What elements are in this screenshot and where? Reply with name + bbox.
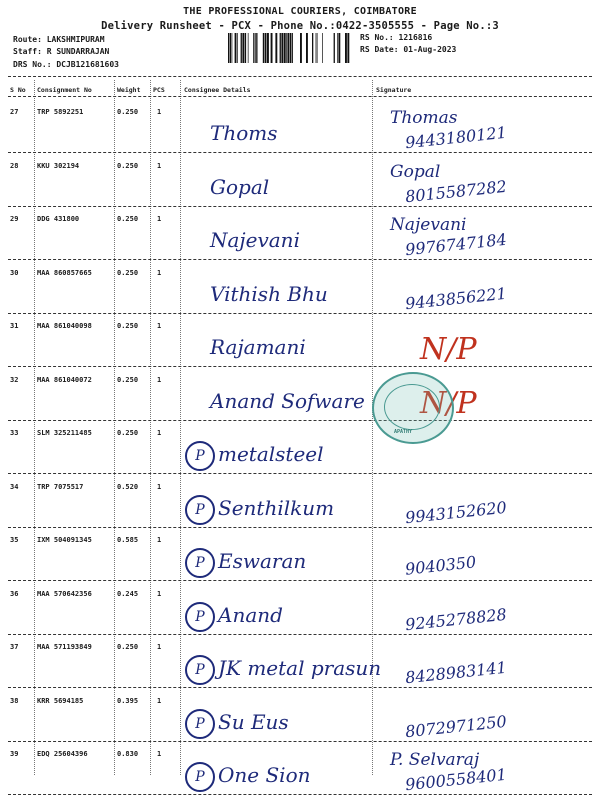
barcode-bar [347, 33, 349, 63]
row-divider [8, 366, 592, 367]
row-weight: 0.585 [117, 536, 139, 544]
row-consignment-no: DDG 431800 [37, 215, 80, 223]
row-divider [8, 152, 592, 153]
col-header-sno: S No [10, 86, 26, 94]
row-divider [8, 259, 592, 260]
row-weight: 0.250 [117, 429, 139, 437]
row-sno: 31 [10, 322, 19, 330]
row-signature-handwritten: Thomas [390, 108, 458, 128]
barcode-bar [345, 33, 347, 63]
row-consignment-no: MAA 860857665 [37, 269, 92, 277]
row-weight: 0.250 [117, 322, 139, 330]
barcode-bar [334, 33, 335, 63]
staff-label: Staff: R SUNDARRAJAN [13, 47, 110, 56]
row-pcs: 1 [157, 643, 162, 651]
row-sno: 28 [10, 162, 19, 170]
barcode-bar [232, 33, 233, 63]
row-consignment-no: MAA 861040098 [37, 322, 92, 330]
barcode-bar [317, 33, 318, 63]
row-pcs: 1 [157, 483, 162, 491]
barcode-bar [230, 33, 231, 63]
barcode-bar [280, 33, 281, 63]
row-phone-handwritten: 9600558401 [404, 764, 508, 795]
row-divider [8, 206, 592, 207]
header-divider [8, 76, 592, 77]
row-pcs: 1 [157, 429, 162, 437]
row-consignment-no: MAA 571193849 [37, 643, 92, 651]
row-consignee-handwritten: Gopal [210, 175, 270, 199]
barcode-bar [255, 33, 256, 63]
row-consignee-handwritten: Anand Sofware [210, 389, 365, 413]
row-pcs: 1 [157, 376, 162, 384]
barcode-bar [271, 33, 273, 63]
row-consignee-handwritten: metalsteel [218, 442, 324, 466]
row-divider [8, 687, 592, 688]
row-sno: 37 [10, 643, 19, 651]
drs-number: DRS No.: DCJB121681603 [13, 60, 119, 69]
row-divider [8, 473, 592, 474]
row-weight: 0.250 [117, 269, 139, 277]
row-weight: 0.250 [117, 108, 139, 116]
row-phone-handwritten: 8428983141 [404, 657, 508, 688]
col-header-weight: Weight [117, 86, 141, 94]
row-phone-handwritten: 9443180121 [404, 122, 508, 153]
row-weight: 0.250 [117, 376, 139, 384]
barcode-bar [290, 33, 291, 63]
barcode-bar [237, 33, 238, 63]
row-weight: 0.250 [117, 215, 139, 223]
row-sno: 29 [10, 215, 19, 223]
barcode-bar [275, 33, 277, 63]
row-consignee-handwritten: Eswaran [218, 549, 307, 573]
barcode-bar [281, 33, 283, 63]
row-pcs: 1 [157, 322, 162, 330]
row-consignee-handwritten: Vithish Bhu [210, 282, 328, 306]
row-consignment-no: KRR 5694185 [37, 697, 84, 705]
row-sno: 34 [10, 483, 19, 491]
barcode-bar [267, 33, 269, 63]
row-consignment-no: MAA 570642356 [37, 590, 92, 598]
column-header-divider [8, 96, 592, 97]
column-divider [150, 80, 151, 775]
row-signature-handwritten: N/P [420, 332, 477, 367]
row-pcs: 1 [157, 108, 162, 116]
row-weight: 0.830 [117, 750, 139, 758]
row-weight: 0.520 [117, 483, 139, 491]
row-phone-handwritten: 9245278828 [404, 604, 508, 635]
row-sno: 38 [10, 697, 19, 705]
barcode-bar [245, 33, 246, 63]
row-divider [8, 634, 592, 635]
circled-p-mark: P [185, 602, 215, 632]
row-pcs: 1 [157, 590, 162, 598]
row-signature-handwritten: N/P [420, 386, 477, 421]
row-consignment-no: SLM 325211485 [37, 429, 92, 437]
rs-number: RS No.: 1216816 [360, 33, 433, 42]
row-signature-handwritten: Gopal [390, 162, 441, 182]
circled-p-mark: P [185, 495, 215, 525]
circled-p-mark: P [185, 441, 215, 471]
row-phone-handwritten: 8015587282 [404, 176, 508, 207]
row-consignee-handwritten: Su Eus [218, 710, 289, 734]
column-divider [114, 80, 115, 775]
barcode-bar [286, 33, 287, 63]
row-consignee-handwritten: One Sion [218, 763, 311, 787]
row-phone-handwritten: 8072971250 [404, 711, 508, 742]
row-consignee-handwritten: Rajamani [210, 335, 306, 359]
barcode-bar [228, 33, 229, 63]
column-divider [180, 80, 181, 775]
row-weight: 0.250 [117, 643, 139, 651]
row-divider [8, 527, 592, 528]
row-consignment-no: EDQ 25604396 [37, 750, 88, 758]
row-divider [8, 420, 592, 421]
row-sno: 39 [10, 750, 19, 758]
row-sno: 30 [10, 269, 19, 277]
row-consignee-handwritten: Anand [218, 603, 283, 627]
barcode-bar [253, 33, 254, 63]
row-weight: 0.395 [117, 697, 139, 705]
barcode-bar [248, 33, 249, 63]
row-pcs: 1 [157, 269, 162, 277]
row-divider [8, 741, 592, 742]
row-pcs: 1 [157, 162, 162, 170]
delivery-stamp [372, 372, 454, 444]
barcode-bar [284, 33, 286, 63]
circled-p-mark: P [185, 762, 215, 792]
row-phone-handwritten: 9976747184 [404, 229, 508, 260]
circled-p-mark: P [185, 655, 215, 685]
barcode-bar [263, 33, 264, 63]
row-pcs: 1 [157, 536, 162, 544]
row-consignee-handwritten: JK metal prasun [218, 656, 382, 680]
barcode-bar [337, 33, 338, 63]
barcode-bar [242, 33, 244, 63]
barcode-bar [316, 33, 317, 63]
row-signature-handwritten: Najevani [390, 215, 467, 235]
circled-p-mark: P [185, 548, 215, 578]
row-consignee-handwritten: Najevani [210, 228, 300, 252]
row-divider [8, 313, 592, 314]
row-phone-handwritten: 9943152620 [404, 497, 508, 528]
row-phone-handwritten: 9040350 [404, 552, 478, 579]
row-consignee-handwritten: Thoms [210, 121, 278, 145]
rs-date: RS Date: 01-Aug-2023 [360, 45, 457, 54]
barcode-bar [306, 33, 308, 63]
row-signature-handwritten: P. Selvaraj [390, 750, 480, 770]
row-sno: 27 [10, 108, 19, 116]
barcode-bar [338, 33, 340, 63]
row-pcs: 1 [157, 750, 162, 758]
column-divider [34, 80, 35, 775]
barcode-bar [292, 33, 293, 63]
row-sno: 36 [10, 590, 19, 598]
row-phone-handwritten: 9443856221 [404, 283, 508, 314]
barcode-bar [241, 33, 242, 63]
barcode-bar [235, 33, 237, 63]
row-consignment-no: TRP 5892251 [37, 108, 84, 116]
barcode-bar [312, 33, 313, 63]
row-consignment-no: IXM 504091345 [37, 536, 92, 544]
row-pcs: 1 [157, 215, 162, 223]
row-consignment-no: MAA 861040072 [37, 376, 92, 384]
row-weight: 0.250 [117, 162, 139, 170]
row-sno: 33 [10, 429, 19, 437]
row-divider [8, 580, 592, 581]
row-pcs: 1 [157, 697, 162, 705]
runsheet-subtitle: Delivery Runsheet - PCX - Phone No.:0422-3505555 - Page No.:3 [101, 20, 499, 32]
col-header-consignee: Consignee Details [184, 86, 251, 94]
row-consignment-no: TRP 7075517 [37, 483, 84, 491]
barcode-bar [287, 33, 289, 63]
barcode-image [228, 33, 352, 63]
row-sno: 32 [10, 376, 19, 384]
row-divider [8, 794, 592, 795]
stamp-text: APATHY [394, 429, 413, 435]
col-header-pcs: PCS [153, 86, 165, 94]
barcode-bar [265, 33, 267, 63]
route-label: Route: LAKSHMIPURAM [13, 35, 105, 44]
row-sno: 35 [10, 536, 19, 544]
row-consignment-no: KKU 302194 [37, 162, 80, 170]
row-weight: 0.245 [117, 590, 139, 598]
barcode-bar [300, 33, 302, 63]
barcode-bar [322, 33, 323, 63]
col-header-signature: Signature [376, 86, 412, 94]
barcode-bar [256, 33, 257, 63]
circled-p-mark: P [185, 709, 215, 739]
header-title: THE PROFESSIONAL COURIERS, COIMBATORE [183, 6, 417, 17]
row-consignee-handwritten: Senthilkum [218, 496, 335, 520]
col-header-consignment: Consignment No [37, 86, 92, 94]
